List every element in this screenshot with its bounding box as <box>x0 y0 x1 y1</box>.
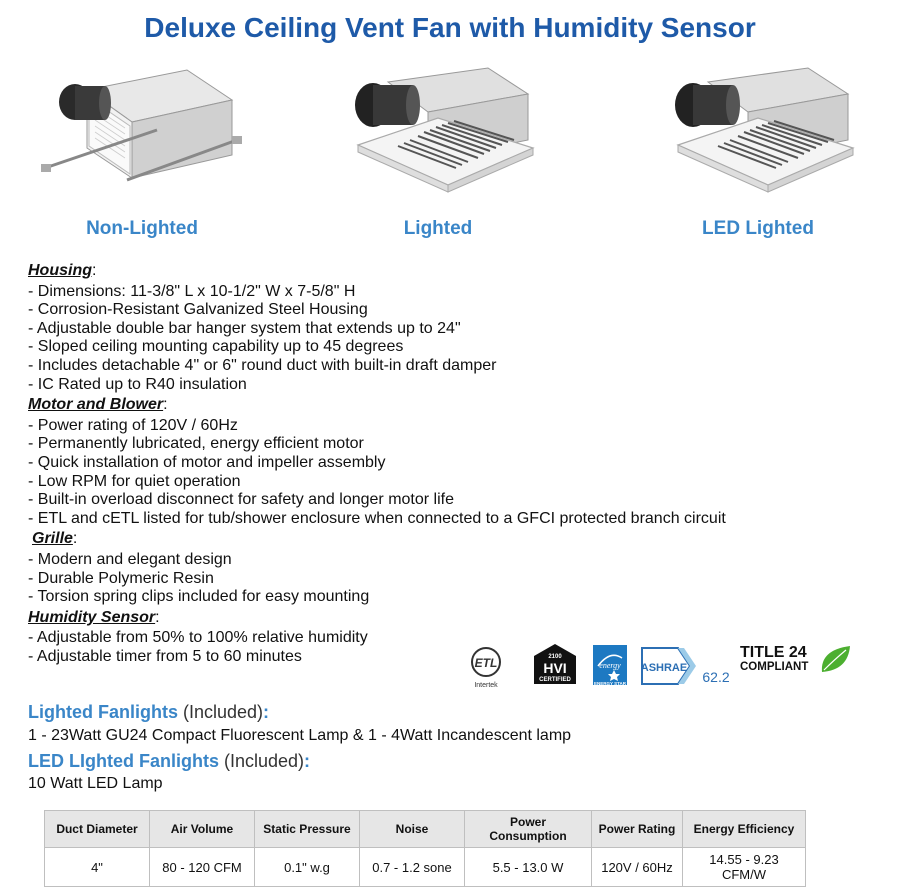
product-label: Lighted <box>403 218 473 239</box>
ashrae-text: ASHRAE <box>640 662 688 674</box>
spec-item: - Permanently lubricated, energy efficient motor <box>28 435 364 453</box>
product-lighted <box>318 60 558 240</box>
spec-sections <box>28 262 888 668</box>
non-lighted-fan-image <box>37 60 247 200</box>
column-header: Duct Diameter <box>45 811 150 848</box>
spec-item: - Corrosion-Resistant Galvanized Steel Housing <box>28 301 368 319</box>
product-led-lighted <box>638 60 878 240</box>
spec-item: - Adjustable timer from 5 to 60 minutes <box>28 647 302 665</box>
heading-bold: LED LIghted Fanlights <box>28 751 219 771</box>
section-heading-motor: Motor and Blower: <box>28 396 168 414</box>
energy-star-sub-text: ENERGY STAR <box>593 681 627 686</box>
svg-text:ETL: ETL <box>474 656 498 670</box>
column-header: Noise <box>360 811 465 848</box>
table-row <box>45 848 806 887</box>
section-heading-housing: Housing: <box>28 262 97 279</box>
section-heading-text: Motor and Blower <box>28 396 164 414</box>
title24-line1: TITLE 24 <box>740 644 807 661</box>
column-header: Static Pressure <box>255 811 360 848</box>
table-cell: 4" <box>45 848 150 887</box>
table-cell: 0.1" w.g <box>255 848 360 887</box>
spec-item: - Quick installation of motor and impeller assembly <box>28 453 386 471</box>
spec-item: - Modern and elegant design <box>28 550 232 568</box>
spec-item: - ETL and cETL listed for tub/shower enclosure when connected to a GFCI protected branch circuit <box>28 509 726 527</box>
table-cell: 80 - 120 CFM <box>150 848 255 887</box>
lighted-fan-image <box>328 60 548 200</box>
product-label: LED Lighted <box>702 218 814 239</box>
grille-list <box>28 551 888 607</box>
led-fanlights-heading <box>28 751 310 772</box>
spec-item: - Durable Polymeric Resin <box>28 569 214 587</box>
spec-table <box>44 810 806 887</box>
motor-list <box>28 417 888 529</box>
column-header: Air Volume <box>150 811 255 848</box>
column-header: Energy Efficiency <box>683 811 806 848</box>
housing-list <box>28 283 888 395</box>
table-cell: 14.55 - 9.23 CFM/W <box>683 848 806 887</box>
spec-item: - IC Rated up to R40 insulation <box>28 375 247 393</box>
ashrae-logo <box>640 644 732 688</box>
hvi-main-text: HVI <box>543 660 567 676</box>
lighted-fanlights-heading <box>28 702 269 723</box>
led-fanlights-text: 10 Watt LED Lamp <box>28 775 163 792</box>
spec-item: - Power rating of 120V / 60Hz <box>28 416 238 434</box>
spec-item: - Adjustable from 50% to 100% relative humidity <box>28 629 368 647</box>
title24-logo <box>738 640 858 676</box>
column-header: Power Consumption <box>465 811 592 848</box>
led-lighted-fan-image <box>648 60 868 200</box>
title24-line2: COMPLIANT <box>740 661 809 673</box>
spec-item: - Low RPM for quiet operation <box>28 472 241 490</box>
etl-logo <box>466 644 506 690</box>
hvi-top-text: 2100 <box>548 654 562 660</box>
table-header-row <box>45 811 806 848</box>
section-heading-grille: Grille: <box>32 530 78 548</box>
heading-colon: : <box>304 751 311 771</box>
table-cell: 0.7 - 1.2 sone <box>360 848 465 887</box>
energy-star-logo <box>592 644 628 686</box>
hvi-sub-text: CERTIFIED <box>539 677 571 683</box>
section-heading-humidity: Humidity Sensor: <box>28 608 160 626</box>
section-heading-text: Humidity Sensor <box>28 608 156 626</box>
spec-item: - Includes detachable 4" or 6" round duct with built-in draft damper <box>28 356 497 374</box>
spec-item: - Sloped ceiling mounting capability up to 45 degrees <box>28 338 404 356</box>
heading-colon: : <box>263 702 270 722</box>
table-cell: 120V / 60Hz <box>592 848 683 887</box>
spec-item: - Dimensions: 11-3/8" L x 10-1/2" W x 7-5/8" H <box>28 282 356 300</box>
spec-item: - Adjustable double bar hanger system that extends up to 24" <box>28 319 461 337</box>
heading-bold: Lighted Fanlights <box>28 702 178 722</box>
column-header: Power Rating <box>592 811 683 848</box>
product-label: Non-Lighted <box>86 218 198 239</box>
table-cell: 5.5 - 13.0 W <box>465 848 592 887</box>
etl-sub-text: Intertek <box>474 682 498 689</box>
hvi-logo <box>532 642 578 686</box>
heading-normal: (Included) <box>178 702 264 722</box>
page-title: Deluxe Ceiling Vent Fan with Humidity Sensor <box>144 12 756 43</box>
svg-text:energy: energy <box>599 661 621 670</box>
heading-normal: (Included) <box>219 751 305 771</box>
product-non-lighted <box>22 60 262 240</box>
certification-logos <box>466 640 866 690</box>
section-heading-text: Grille <box>32 530 73 548</box>
spec-item: - Torsion spring clips included for easy mounting <box>28 588 370 606</box>
lighted-fanlights-text: 1 - 23Watt GU24 Compact Fluorescent Lamp & 1 - 4Watt Incandescent lamp <box>28 727 572 744</box>
ashrae-number-text: 62.2 <box>702 669 730 685</box>
section-heading-text: Housing <box>28 262 92 279</box>
spec-item: - Built-in overload disconnect for safety and longer motor life <box>28 491 454 509</box>
